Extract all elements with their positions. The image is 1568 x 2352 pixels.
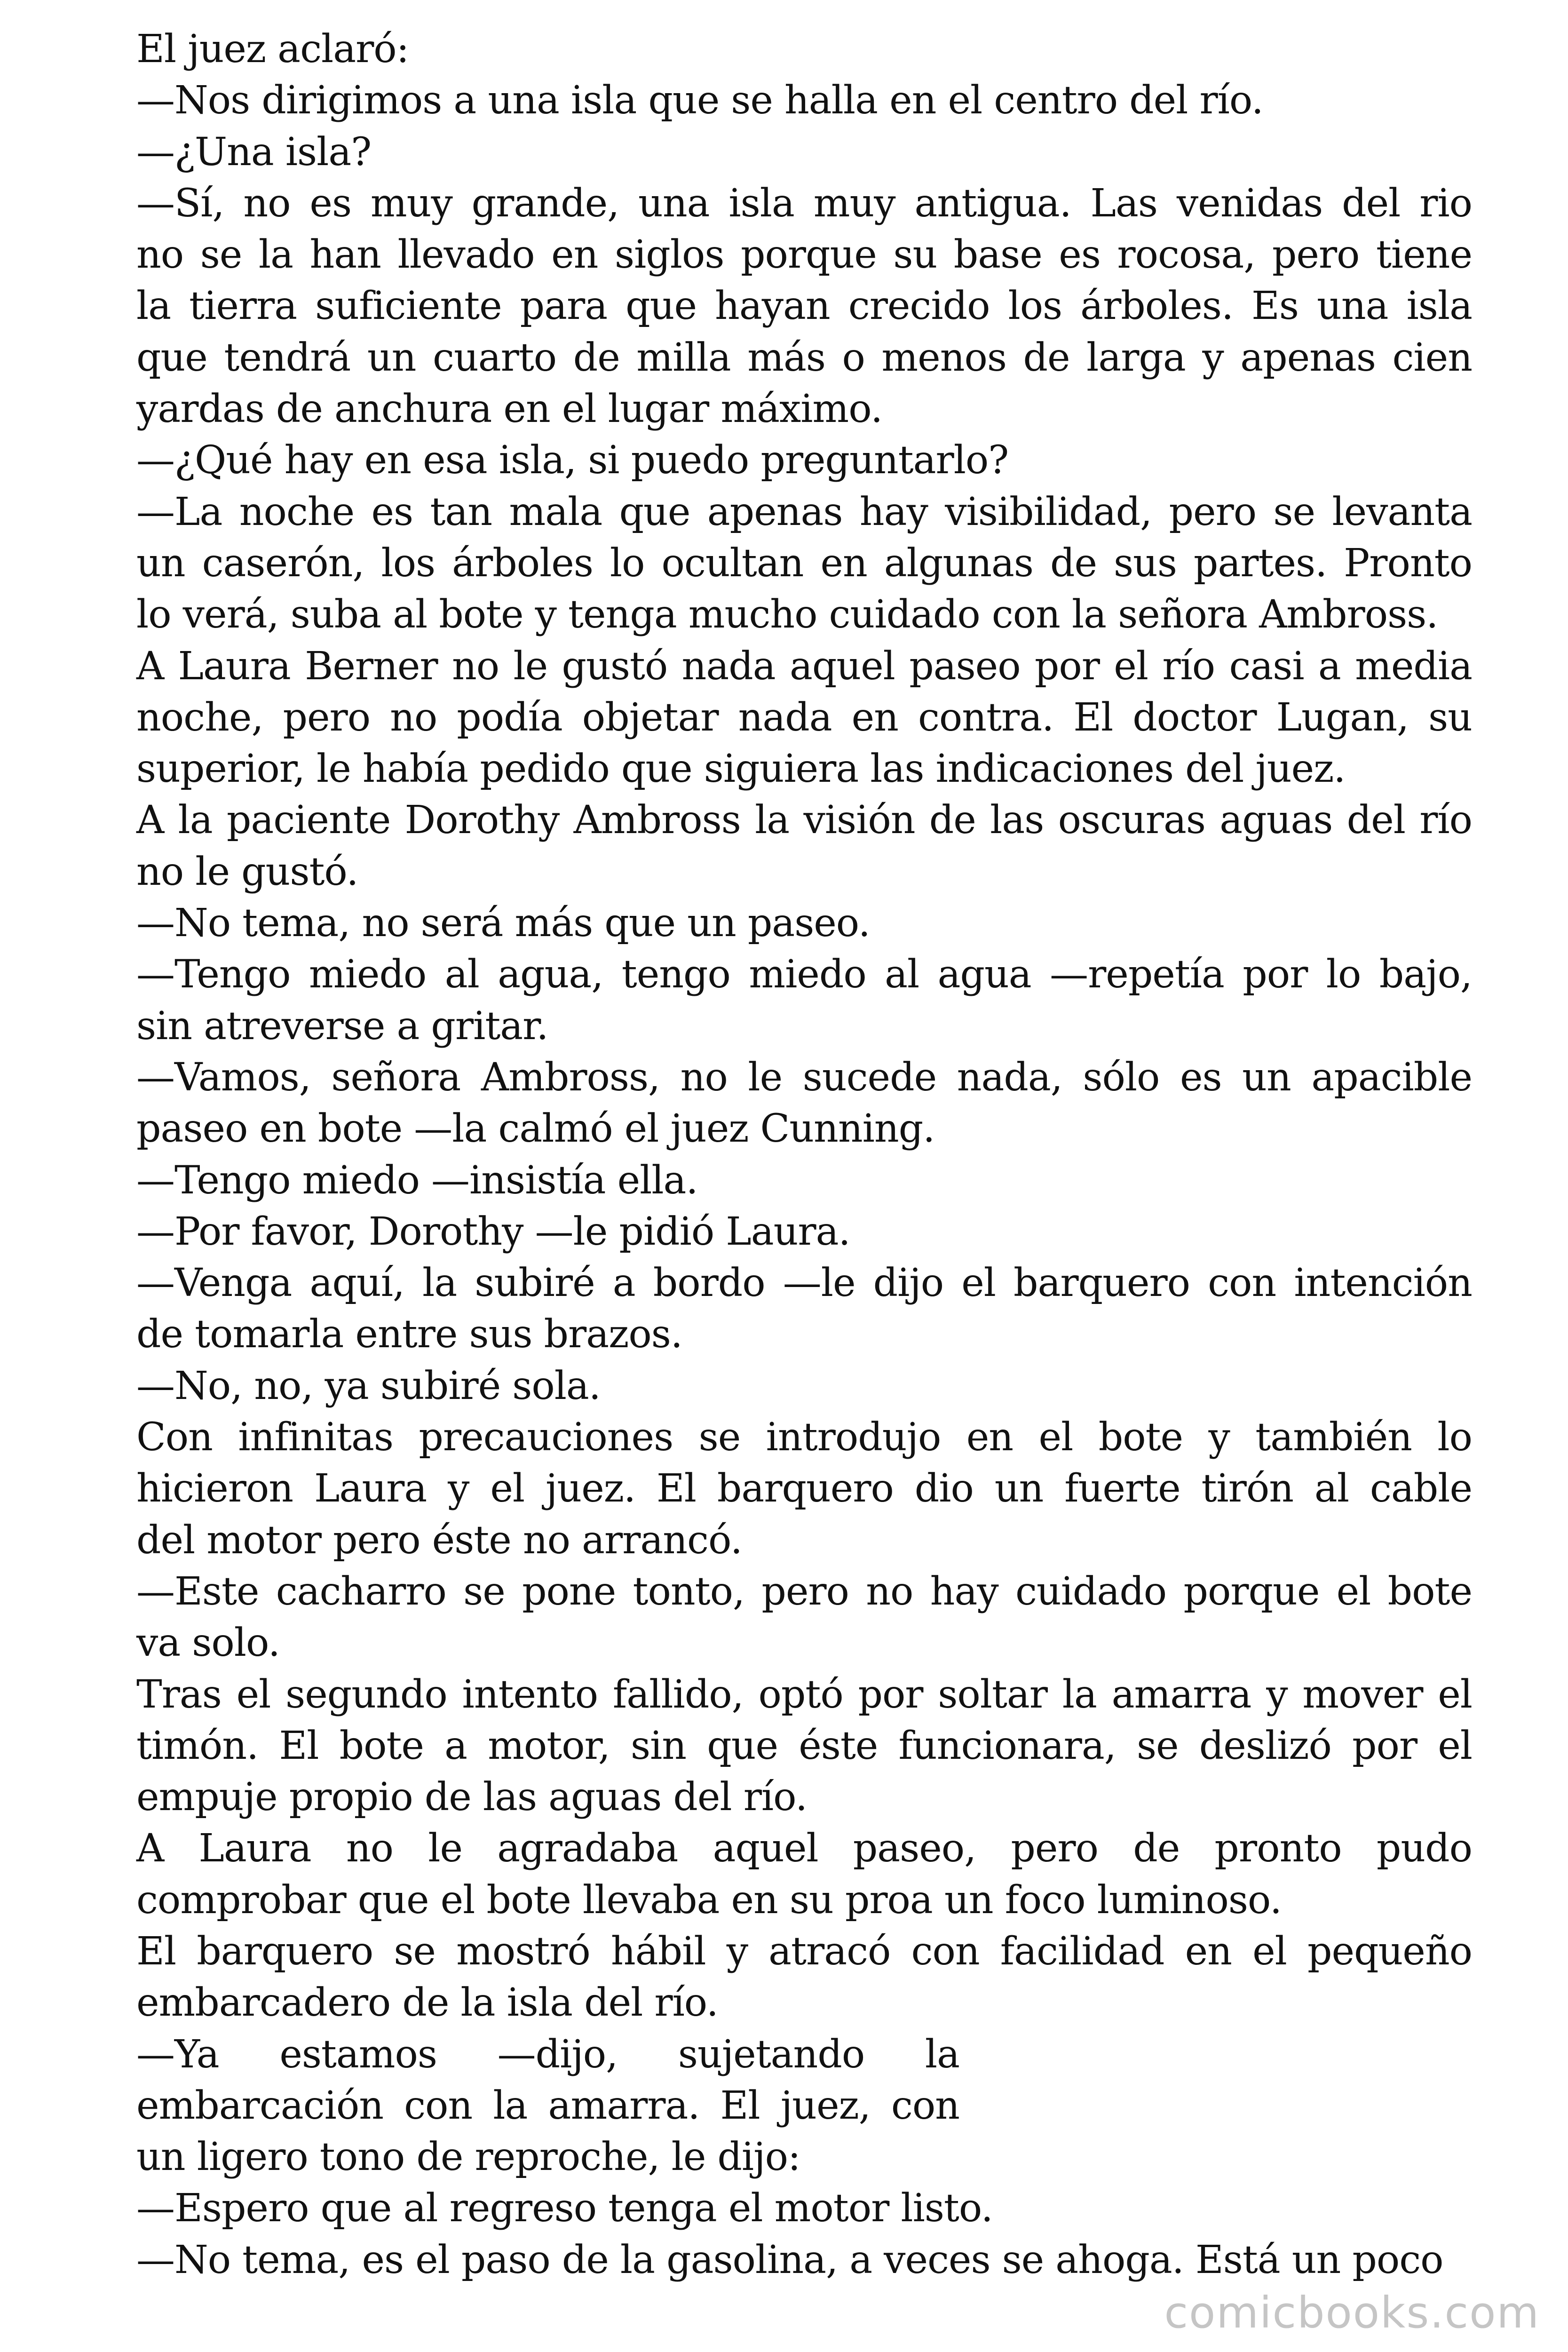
text-line: de tomarla entre sus brazos.	[136, 1312, 682, 1357]
text-line: superior, le había pedido que siguiera las indicaciones del juez.	[136, 747, 1346, 792]
text-line: noche, pero no podía objetar nada en contra. El doctor Lugan, su	[136, 695, 1472, 740]
watermark: comicbooks.com	[1164, 2288, 1540, 2338]
text-line: —¿Qué hay en esa isla, si puedo preguntarlo?	[136, 438, 1009, 483]
text-line: El barquero se mostró hábil y atracó con facilidad en el pequeño	[136, 1929, 1472, 1974]
text-line: —No tema, no será más que un paseo.	[136, 901, 870, 946]
text-line: —Venga aquí, la subiré a bordo —le dijo el barquero con intención	[136, 1261, 1472, 1306]
text-line: —Sí, no es muy grande, una isla muy antigua. Las venidas del rio	[136, 181, 1472, 226]
text-line: yardas de anchura en el lugar máximo.	[136, 387, 883, 432]
text-line: no se la han llevado en siglos porque su base es rocosa, pero tiene	[136, 232, 1472, 278]
text-line: A Laura no le agradaba aquel paseo, pero de pronto pudo	[136, 1826, 1472, 1871]
text-line: A Laura Berner no le gustó nada aquel paseo por el río casi a media	[136, 644, 1472, 689]
text-line: timón. El bote a motor, sin que éste funcionara, se deslizó por el	[136, 1723, 1472, 1768]
text-line: embarcación con la amarra. El juez, con	[136, 2083, 959, 2128]
text-line: —Tengo miedo al agua, tengo miedo al agua —repetía por lo bajo,	[136, 952, 1472, 997]
text-line: Tras el segundo intento fallido, optó por soltar la amarra y mover el	[136, 1672, 1472, 1717]
text-line: un caserón, los árboles lo ocultan en algunas de sus partes. Pronto	[136, 540, 1472, 586]
text-line: lo verá, suba al bote y tenga mucho cuidado con la señora Ambross.	[136, 592, 1438, 637]
text-line: hicieron Laura y el juez. El barquero dio un fuerte tirón al cable	[136, 1466, 1472, 1511]
text-line: que tendrá un cuarto de milla más o menos de larga y apenas cien	[136, 335, 1472, 380]
text-line: la tierra suficiente para que hayan crecido los árboles. Es una isla	[136, 284, 1472, 329]
text-line: —Tengo miedo —insistía ella.	[136, 1158, 698, 1203]
text-line: del motor pero éste no arrancó.	[136, 1518, 742, 1563]
text-line: —No, no, ya subiré sola.	[136, 1363, 601, 1408]
text-line: sin atreverse a gritar.	[136, 1003, 548, 1049]
text-line: va solo.	[136, 1621, 280, 1666]
text-line: A la paciente Dorothy Ambross la visión de las oscuras aguas del río	[136, 798, 1472, 843]
text-line: —¿Una isla?	[136, 129, 372, 175]
text-line: —Este cacharro se pone tonto, pero no hay cuidado porque el bote	[136, 1569, 1472, 1614]
text-line: —Ya estamos —dijo, sujetando la	[136, 2032, 959, 2077]
text-line: —La noche es tan mala que apenas hay visibilidad, pero se levanta	[136, 489, 1472, 534]
text-line: —No tema, es el paso de la gasolina, a veces se ahoga. Está un poco	[136, 2237, 1443, 2282]
text-line: —Vamos, señora Ambross, no le sucede nada, sólo es un apacible	[136, 1055, 1472, 1100]
text-line: El juez aclaró:	[136, 27, 409, 72]
text-line: empuje propio de las aguas del río.	[136, 1775, 808, 1820]
text-line: Con infinitas precauciones se introdujo en el bote y también lo	[136, 1415, 1472, 1460]
text-line: comprobar que el bote llevaba en su proa un foco luminoso.	[136, 1877, 1282, 1923]
text-line: un ligero tono de reproche, le dijo:	[136, 2135, 800, 2180]
text-line: paseo en bote —la calmó el juez Cunning.	[136, 1106, 935, 1152]
text-line: no le gustó.	[136, 849, 358, 894]
book-page	[136, 24, 1472, 2286]
text-line: embarcadero de la isla del río.	[136, 1980, 718, 2026]
text-line: —Por favor, Dorothy —le pidió Laura.	[136, 1209, 850, 1254]
text-line: —Espero que al regreso tenga el motor listo.	[136, 2186, 993, 2231]
text-line: —Nos dirigimos a una isla que se halla en el centro del río.	[136, 78, 1263, 123]
